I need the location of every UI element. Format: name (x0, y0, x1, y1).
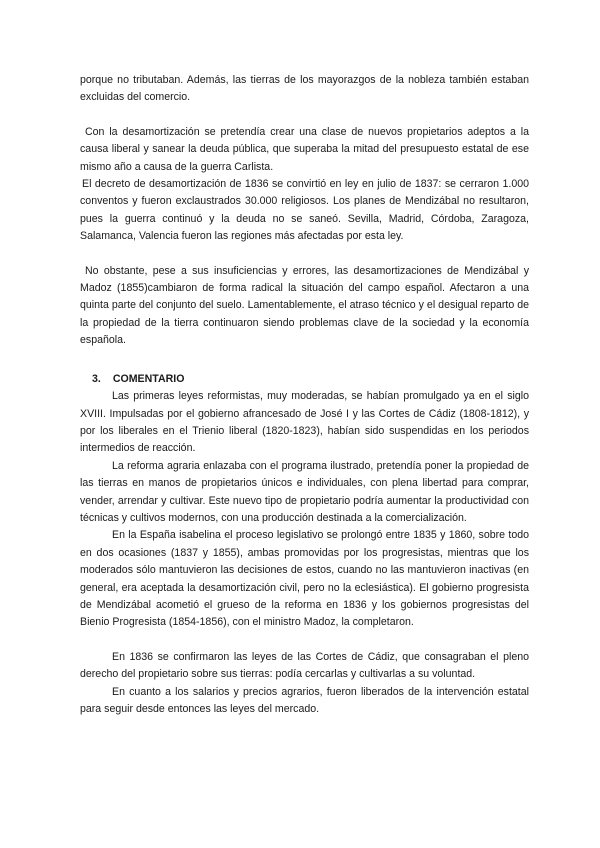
section-title: COMENTARIO (112, 372, 185, 385)
paragraph-1: porque no tributaban. Además, las tierras de los mayorazgos de la nobleza también estaban excluidas del comercio. (80, 74, 529, 104)
comment-paragraph-2: La reforma agraria enlazaba con el programa ilustrado, pretendía poner la propiedad de las tierras en manos de propietarios únicos e individuales, con plena libertad para comprar, vender, arrendar y cultivar. Este nuevo tipo de propietario podría aumentar la productividad con técnicas y cultivos modernos, con una producción destinada a la comercialización. (80, 459, 529, 524)
spacer (80, 107, 529, 124)
comment-paragraph-5: En cuanto a los salarios y precios agrarios, fueron liberados de la intervención estatal para seguir desde entonces las leyes del mercado. (80, 685, 529, 715)
spacer (80, 350, 529, 371)
comment-paragraph-1: Las primeras leyes reformistas, muy moderadas, se habían promulgado ya en el siglo XVIII. Impulsadas por el gobierno afrancesado de José I y las Cortes de Cádiz (1808-1812), y por los liberales en el Trienio liberal (1820-1823), habían sido suspendidas en los periodos intermedios de reacción. (80, 390, 529, 455)
paragraph-3: El decreto de desamortización de 1836 se convirtió en ley en julio de 1837: se cerraron 1.000 conventos y fueron exclaustrados 30.000 religiosos. Los planes de Mendizábal no resultaron, pues la guerra continuó y la deuda no se saneó. Sevilla, Madrid, Córdoba, Zaragoza, Salamanca, Valencia fueron las regiones más afectadas por esta ley. (80, 178, 529, 243)
paragraph-2: Con la desamortización se pretendía crear una clase de nuevos propietarios adeptos a la causa liberal y sanear la deuda pública, que superaba la mitad del presupuesto estatal de ese mismo año a causa de la guerra Carlista. (80, 125, 529, 173)
paragraph-4: No obstante, pese a sus insuficiencias y errores, las desamortizaciones de Mendizábal y Madoz (1855)cambiaron de forma radical la situación del campo español. Afectaron a una quinta parte del conjunto del suelo. Lamentablemente, el atraso técnico y el desigual reparto de la propiedad de la tierra continuaron siendo problemas clave de la sociedad y la economía española. (80, 264, 529, 347)
spacer (80, 246, 529, 263)
document-page (80, 72, 529, 718)
comment-paragraph-4: En 1836 se confirmaron las leyes de las Cortes de Cádiz, que consagraban el pleno derecho del propietario sobre sus tierras: podía cercarlas y cultivarlas a su voluntad. (80, 650, 529, 681)
section-number: 3. (92, 372, 101, 385)
spacer (80, 632, 529, 649)
comment-paragraph-3: En la España isabelina el proceso legislativo se prolongó entre 1835 y 1860, sobre todo en dos ocasiones (1837 y 1855), ambas promovidas por los progresistas, mientras que los moderados sólo mantuvieron las decisiones de estos, cuando no las mantuvieron inactivas (en general, era aceptada la desamortización civil, pero no la eclesiástica). El gobierno progresista de Mendizábal acometió el grueso de la reforma en 1836 y los gobiernos progresistas del Bienio Progresista (1854-1856), con el ministro Madoz, la completaron. (80, 529, 529, 629)
section-heading (80, 371, 529, 388)
